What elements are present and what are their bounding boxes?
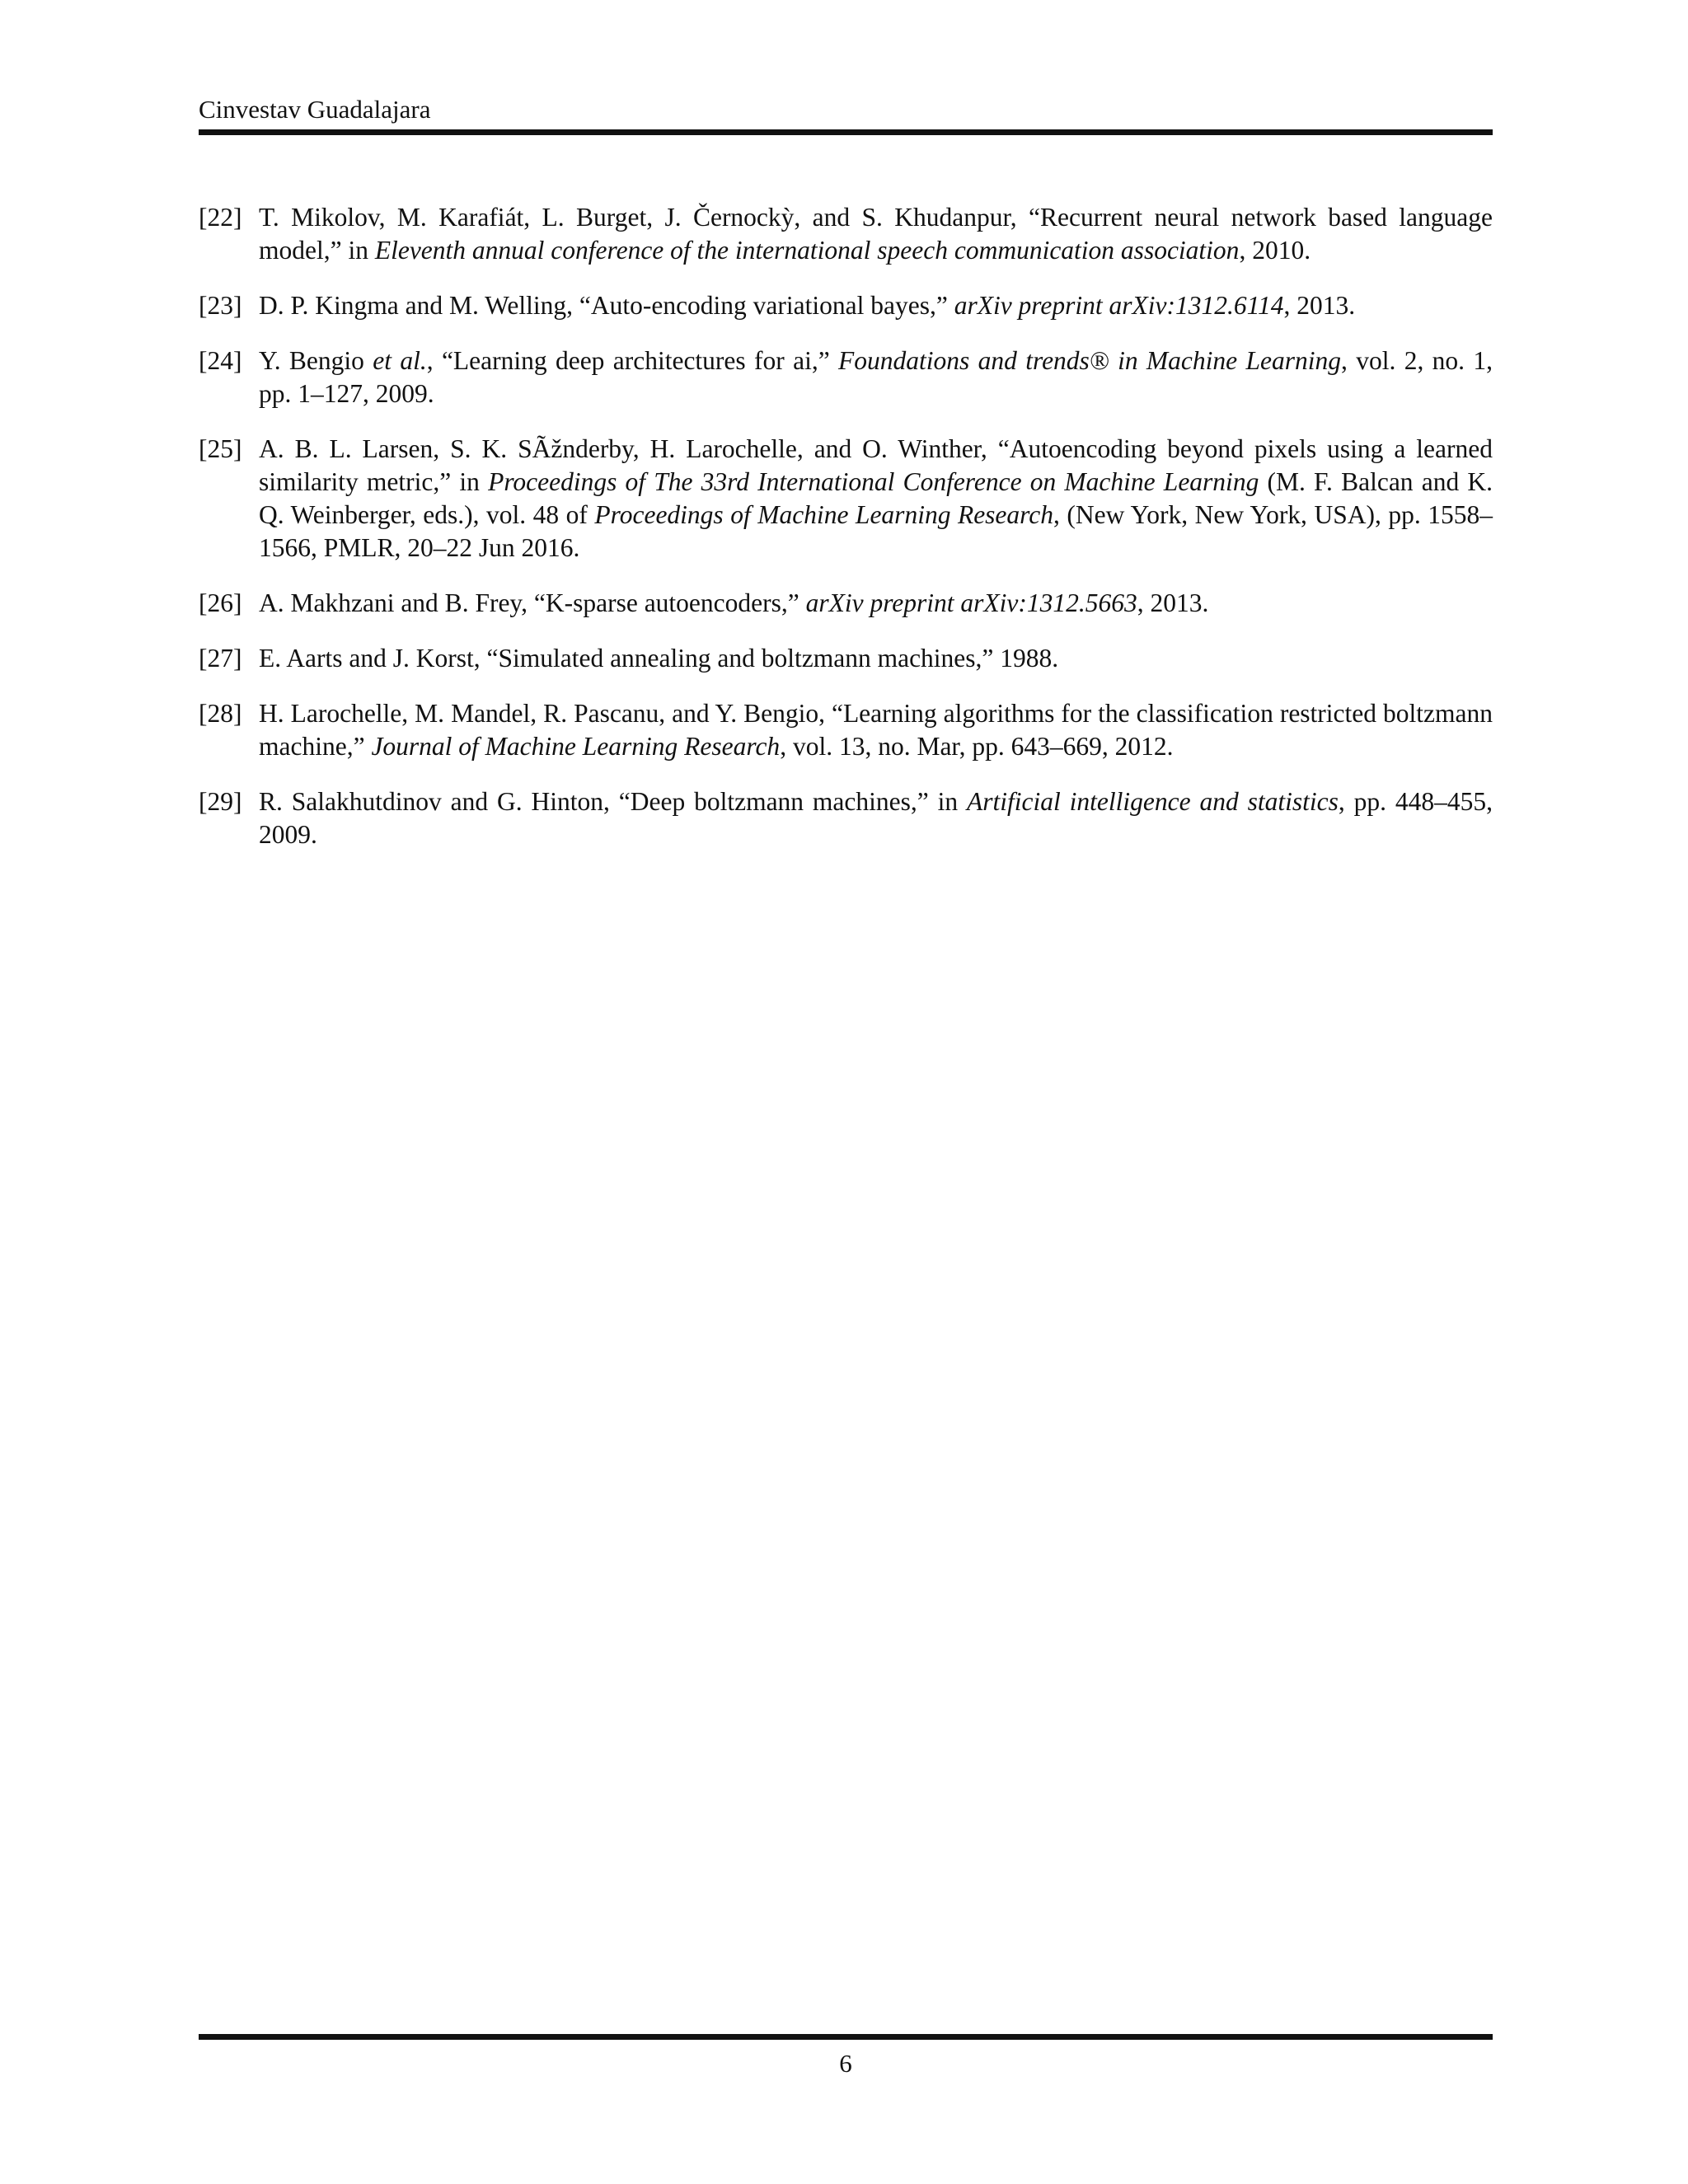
reference-text-part: , vol. 2, no. 1, pp. 1–127, 2009. [259,346,1493,408]
reference-text-part: H. Larochelle, M. Mandel, R. Pascanu, and Y. Bengio, “Learning algorithms for the classification restricted boltzmann machine,” [259,699,1493,761]
reference-text-part: (M. F. Balcan and K. Q. Weinberger, eds.), vol. 48 of [259,467,1493,529]
reference-number: [24] [199,346,242,375]
reference-text-part: R. Salakhutdinov and G. Hinton, “Deep boltzmann machines,” in [259,787,968,816]
reference-text-part: , “Learning deep architectures for ai,” [426,346,839,375]
reference-item-28 [199,697,1493,763]
reference-item-25 [199,433,1493,565]
reference-number: [29] [199,787,242,816]
reference-number: [26] [199,588,242,617]
reference-item-22 [199,201,1493,267]
reference-text-part: D. P. Kingma and M. Welling, “Auto-encoding variational bayes,” [259,291,954,320]
reference-number: [23] [199,291,242,320]
reference-text-part: , (New York, New York, USA), pp. 1558–1566, PMLR, 20–22 Jun 2016. [259,500,1493,562]
reference-venue: Journal of Machine Learning Research [371,732,781,761]
reference-text [259,433,1493,565]
reference-text [259,344,1493,410]
running-header: Cinvestav Guadalajara [199,95,431,124]
reference-text-part: E. Aarts and J. Korst, “Simulated annealing and boltzmann machines,” 1988. [259,644,1059,673]
reference-venue: Eleventh annual conference of the international speech communication association [374,236,1240,265]
reference-item-29 [199,785,1493,851]
reference-list [199,201,1493,874]
reference-venue: Artificial intelligence and statistics [967,787,1339,816]
reference-text [259,697,1493,763]
reference-venue: Foundations and trends® in Machine Learning [838,346,1341,375]
page-number: 6 [839,2049,852,2078]
reference-text [259,785,1493,851]
reference-number: [22] [199,203,242,232]
reference-text [259,642,1493,675]
header-rule [199,129,1493,135]
reference-number: [27] [199,644,242,673]
reference-item-26 [199,587,1493,620]
reference-item-23 [199,289,1493,322]
reference-item-24 [199,344,1493,410]
reference-text [259,587,1493,620]
footer-rule [199,2034,1493,2040]
reference-venue: Proceedings of The 33rd International Conference on Machine Learning [488,467,1259,496]
reference-text-part: T. Mikolov, M. Karafiát, L. Burget, J. Černockỳ, and S. Khudanpur, “Recurrent neural network based language model,” in [259,203,1493,265]
reference-series: Proceedings of Machine Learning Research [594,500,1053,529]
reference-et-al: et al. [373,346,427,375]
reference-number: [28] [199,699,242,728]
reference-venue: arXiv preprint arXiv:1312.6114 [954,291,1284,320]
reference-text-part: , pp. 448–455, 2009. [259,787,1493,849]
reference-number: [25] [199,434,242,463]
reference-venue: arXiv preprint arXiv:1312.5663 [805,588,1137,617]
reference-text [259,201,1493,267]
reference-text-part: Y. Bengio [259,346,373,375]
reference-text-part: , 2010. [1239,236,1311,265]
reference-text-part: , 2013. [1283,291,1356,320]
reference-text-part: , vol. 13, no. Mar, pp. 643–669, 2012. [780,732,1174,761]
reference-text [259,289,1493,322]
reference-text-part: , 2013. [1137,588,1209,617]
reference-text-part: A. B. L. Larsen, S. K. SÃžnderby, H. Larochelle, and O. Winther, “Autoencoding beyond pixels using a learned similarity metric,” in [259,434,1493,496]
reference-item-27 [199,642,1493,675]
reference-text-part: A. Makhzani and B. Frey, “K-sparse autoencoders,” [259,588,806,617]
